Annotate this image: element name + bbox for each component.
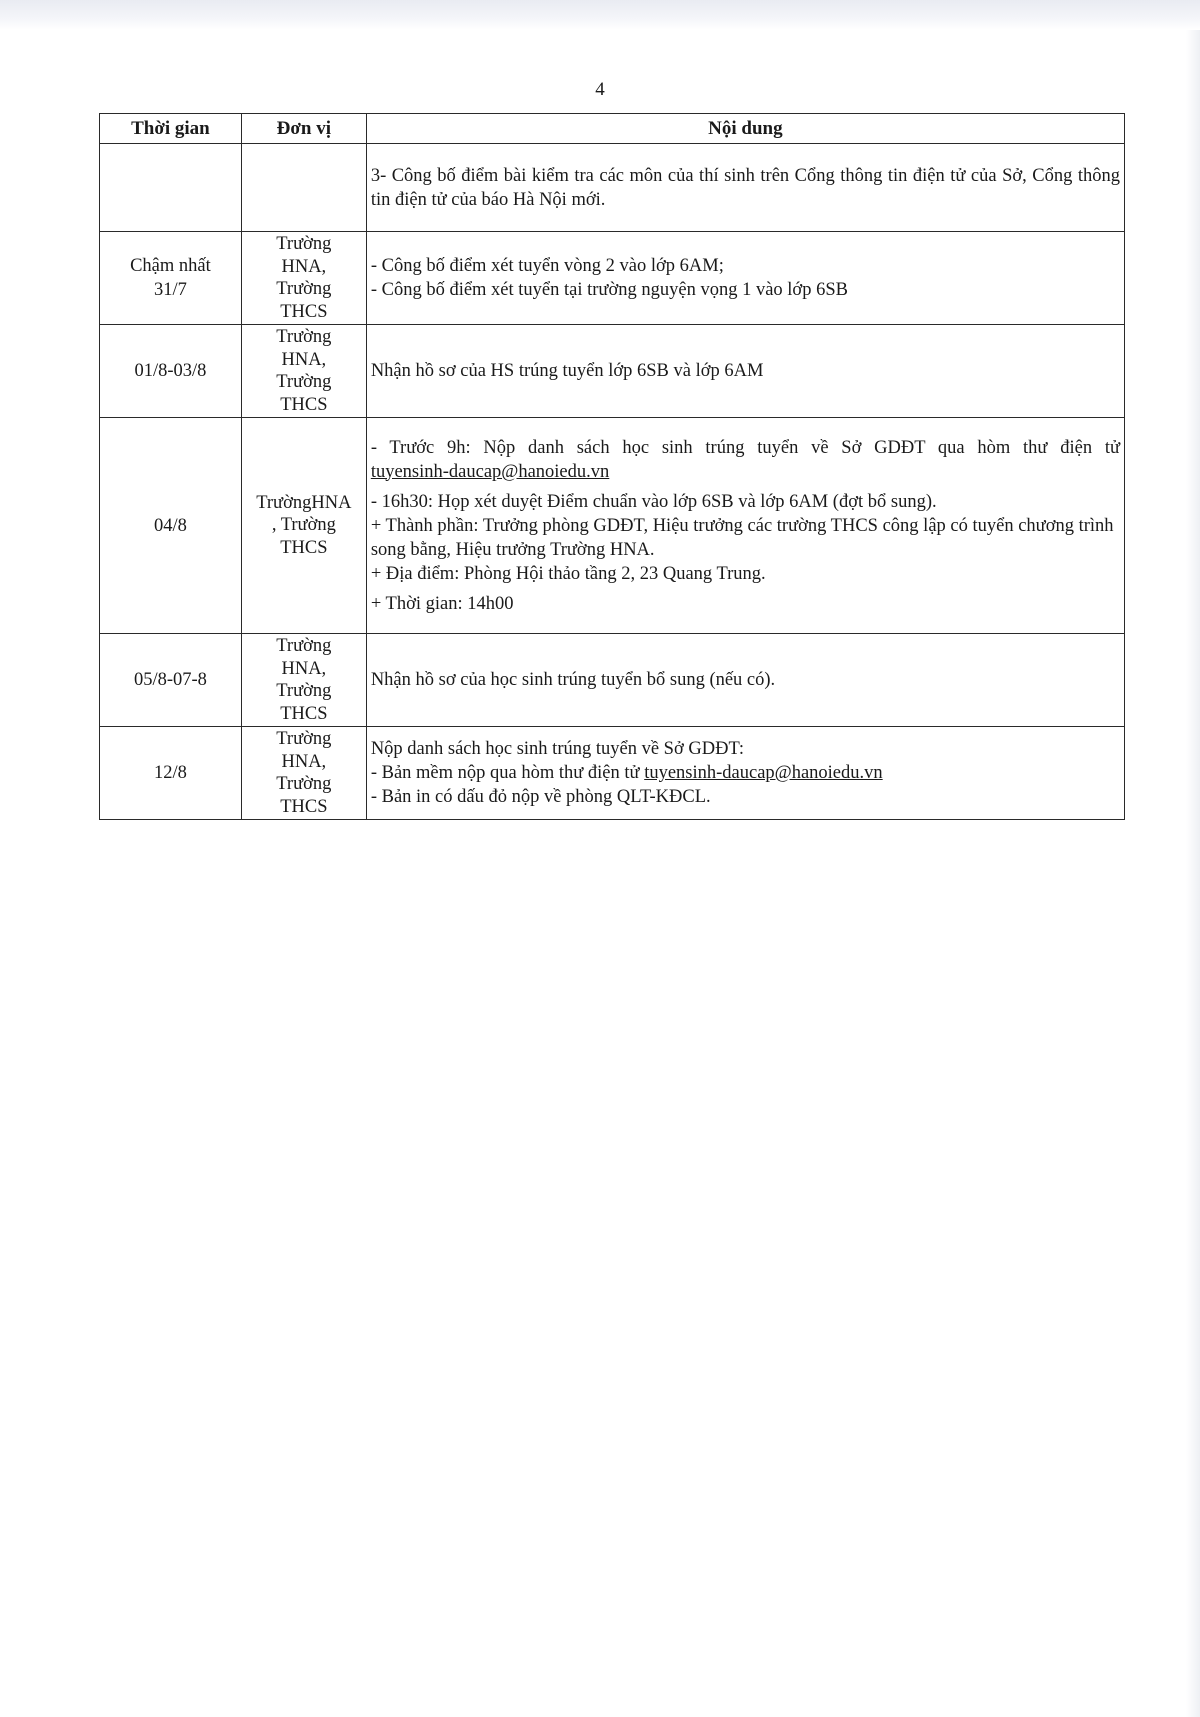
- unit-line: HNA,: [281, 658, 327, 679]
- unit-line: Trường: [276, 327, 332, 347]
- cell-unit: [241, 144, 366, 232]
- cell-time: [100, 232, 242, 325]
- content-line: Nhận hồ sơ của học sinh trúng tuyển bổ sung (nếu có).: [370, 670, 776, 690]
- cell-content: [366, 325, 1124, 418]
- time-line: 12/8: [153, 763, 187, 783]
- table-row: [100, 144, 1125, 232]
- table-row: [100, 325, 1125, 418]
- table-row: [100, 727, 1125, 820]
- unit-line: TrườngHNA: [256, 492, 352, 513]
- unit-line: Trường: [276, 372, 332, 392]
- content-line: - Trước 9h: Nộp danh sách học sinh trúng tuyển về Sở GDĐT qua hòm thư điện tử: [370, 437, 1120, 458]
- unit-line: THCS: [280, 301, 328, 322]
- time-line: 31/7: [153, 280, 187, 300]
- unit-line: Trường: [276, 234, 332, 254]
- content-line: 3- Công bố điểm bài kiểm tra các môn của thí sinh trên Cổng thông tin điện tử của Sở, Cổng thông tin điện tử của báo Hà Nội mới.: [370, 165, 1120, 210]
- time-line: 01/8-03/8: [134, 361, 207, 381]
- content-line: - Bản in có dấu đỏ nộp về phòng QLT-KĐCL.: [370, 787, 711, 807]
- cell-time: [100, 727, 242, 820]
- unit-line: Trường: [276, 729, 332, 749]
- content-line: + Thời gian: 14h00: [370, 593, 514, 614]
- table-row: [100, 418, 1125, 634]
- time-line: Chậm nhất: [130, 256, 211, 276]
- unit-line: THCS: [280, 537, 328, 558]
- cell-content: [366, 144, 1124, 232]
- scan-edge-top: [0, 0, 1200, 30]
- unit-line: THCS: [280, 703, 328, 724]
- content-line: - Công bố điểm xét tuyển tại trường nguyện vọng 1 vào lớp 6SB: [370, 280, 848, 300]
- content-line: Nhận hồ sơ của HS trúng tuyển lớp 6SB và lớp 6AM: [370, 361, 764, 381]
- cell-time: [100, 634, 242, 727]
- unit-line: THCS: [280, 796, 328, 817]
- unit-line: , Trường: [271, 515, 336, 536]
- cell-unit: [241, 418, 366, 634]
- content-line: + Thành phần: Trưởng phòng GDĐT, Hiệu trưởng các trường THCS công lập có tuyển chương trình song bằng, Hiệu trưởng Trường HNA.: [370, 515, 1114, 560]
- unit-line: Trường: [276, 681, 332, 701]
- unit-line: Trường: [276, 279, 332, 299]
- table-row: [100, 232, 1125, 325]
- time-line: 04/8: [153, 515, 187, 536]
- cell-content: [366, 727, 1124, 820]
- content-line: + Địa điểm: Phòng Hội thảo tầng 2, 23 Quang Trung.: [370, 563, 766, 584]
- table-row: [100, 634, 1125, 727]
- email-link[interactable]: tuyensinh-daucap@hanoiedu.vn: [370, 461, 610, 482]
- cell-content: [366, 418, 1124, 634]
- unit-line: HNA,: [281, 349, 327, 370]
- cell-unit: [241, 727, 366, 820]
- schedule-table: [99, 113, 1125, 820]
- header-unit: Đơn vị: [241, 114, 366, 144]
- unit-line: HNA,: [281, 751, 327, 772]
- header-time: Thời gian: [100, 114, 242, 144]
- email-link[interactable]: tuyensinh-daucap@hanoiedu.vn: [644, 763, 883, 783]
- unit-line: THCS: [280, 394, 328, 415]
- time-line: 05/8-07-8: [133, 670, 207, 690]
- header-content: Nội dung: [366, 114, 1124, 144]
- content-line: - 16h30: Họp xét duyệt Điểm chuẩn vào lớp 6SB và lớp 6AM (đợt bổ sung).: [370, 491, 937, 512]
- cell-time: [100, 418, 242, 634]
- cell-time: [100, 144, 242, 232]
- cell-time: [100, 325, 242, 418]
- content-line: [371, 761, 1120, 785]
- cell-content: [366, 232, 1124, 325]
- content-line: Nộp danh sách học sinh trúng tuyển về Sở GDĐT:: [370, 739, 744, 759]
- unit-line: Trường: [276, 774, 332, 794]
- content-text: - Bản mềm nộp qua hòm thư điện tử: [370, 763, 640, 783]
- content-line: - Công bố điểm xét tuyển vòng 2 vào lớp 6AM;: [370, 256, 724, 276]
- cell-unit: [241, 325, 366, 418]
- table-header-row: [100, 114, 1125, 144]
- cell-unit: [241, 634, 366, 727]
- unit-line: Trường: [276, 636, 332, 656]
- unit-line: HNA,: [281, 256, 327, 277]
- cell-unit: [241, 232, 366, 325]
- cell-content: [366, 634, 1124, 727]
- scan-edge-right: [1186, 30, 1200, 1717]
- page-number: 4: [595, 79, 605, 100]
